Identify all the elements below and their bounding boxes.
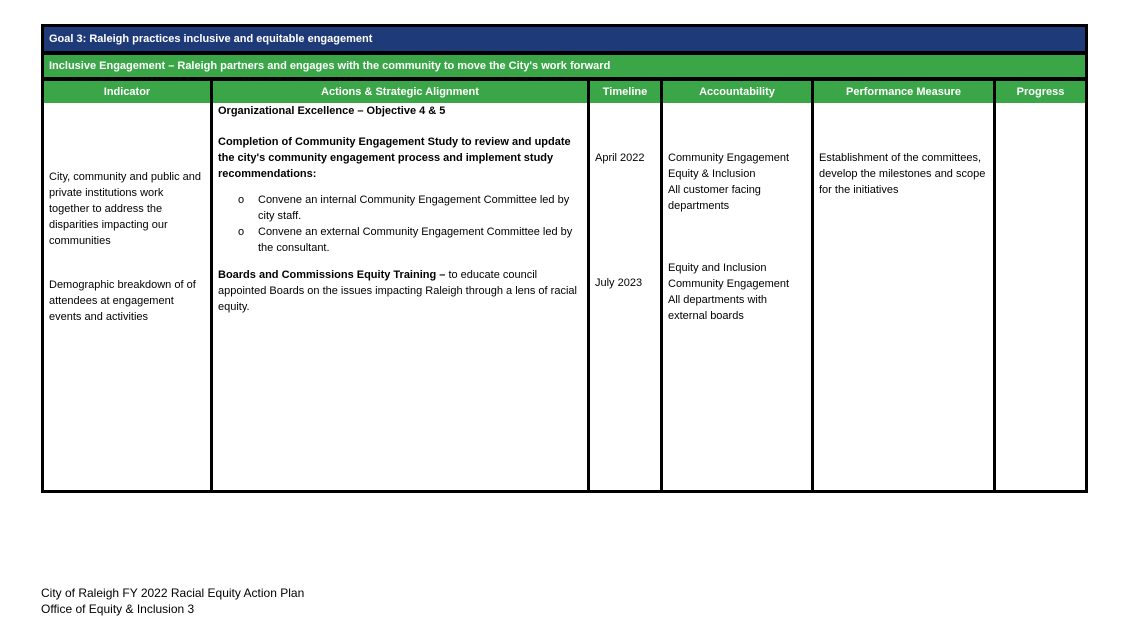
goal-subtitle: Inclusive Engagement – Raleigh partners and engages with the community to move the City's work forward [44, 55, 1085, 77]
footer-line-1: City of Raleigh FY 2022 Racial Equity Action Plan [41, 586, 305, 600]
alignment-text: Organizational Excellence – Objective 4 & 5 [218, 105, 446, 117]
performance-measure: Establishment of the committees, develop the milestones and scope for the initiatives [819, 152, 986, 196]
progress-column [996, 81, 1085, 490]
header-performance: Performance Measure [814, 81, 993, 103]
footer-line-2: Office of Equity & Inclusion 3 [41, 602, 195, 616]
header-progress: Progress [996, 81, 1085, 103]
header-indicator: Indicator [44, 81, 210, 103]
indicator-1: City, community and public and private institutions work together to address the disparities impacting our communities [49, 171, 202, 247]
header-actions: Actions & Strategic Alignment [213, 81, 587, 103]
indicator-column [44, 81, 210, 490]
accountability-column [663, 81, 811, 490]
action-item-2 [218, 267, 583, 315]
bullet-marker: o [238, 226, 245, 238]
timeline-2: July 2023 [595, 277, 643, 289]
header-timeline: Timeline [590, 81, 660, 103]
timeline-column [590, 81, 660, 490]
action-item-2-title: Boards and Commissions Equity Training – [218, 269, 449, 281]
goal-title: Goal 3: Raleigh practices inclusive and equitable engagement [44, 27, 1085, 51]
strategic-alignment [218, 103, 583, 119]
header-accountability: Accountability [663, 81, 811, 103]
bullet-marker: o [238, 194, 245, 206]
bullet-item: o Convene an internal Community Engagement Committee led by city staff. [238, 194, 570, 222]
action-item-2-text: to educate council appointed Boards on the issues impacting Raleigh through a lens of racial equity. [218, 269, 577, 313]
timeline-1: April 2022 [595, 152, 645, 164]
action-item-1-bullets [213, 192, 583, 256]
action-plan-table [41, 24, 1088, 493]
page-footer [41, 585, 304, 617]
accountability-1: Community Engagement Equity & Inclusion All customer facing departments [668, 152, 790, 212]
indicator-2: Demographic breakdown of of attendees at engagement events and activities [49, 279, 196, 323]
action-item-1-title: Completion of Community Engagement Study to review and update the city's community engagement process and implement study recommendations: [218, 136, 571, 180]
accountability-2: Equity and Inclusion Community Engagement All departments with external boards [668, 262, 790, 322]
actions-column [213, 81, 587, 490]
bullet-item: o Convene an external Community Engagement Committee led by the consultant. [238, 226, 573, 254]
action-item-1 [218, 134, 583, 182]
performance-column [814, 81, 993, 490]
